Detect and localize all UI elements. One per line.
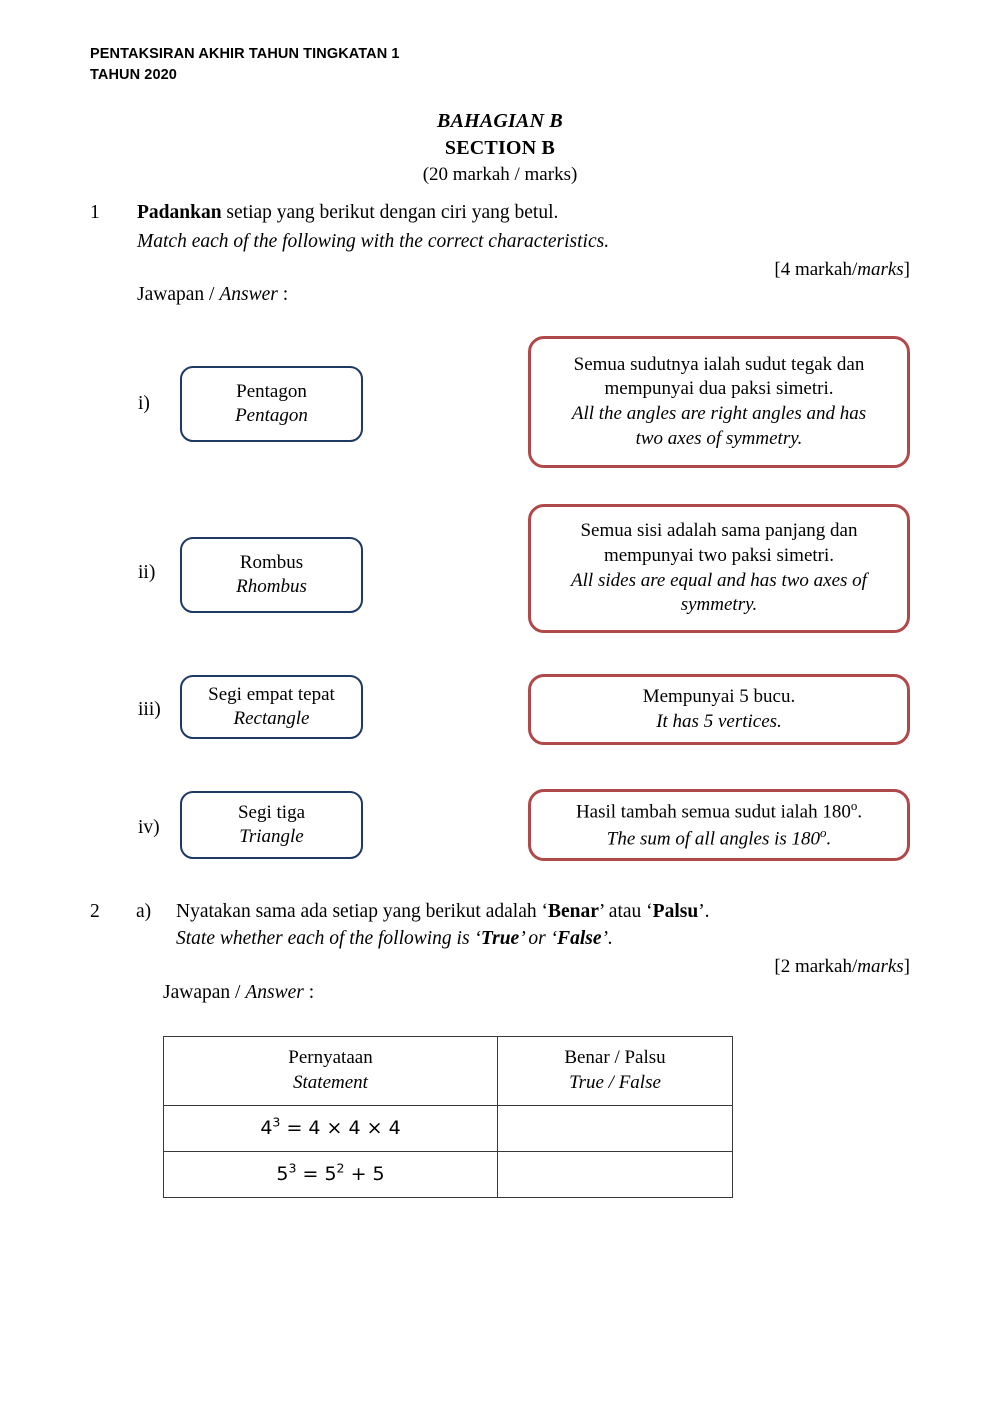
question-1-answer-label-colon: : xyxy=(277,284,289,305)
characteristic-bm-line-2: mempunyai two paksi simetri. xyxy=(603,544,835,566)
characteristic-en-line-2: two axes of symmetry. xyxy=(635,427,803,449)
shape-label-bm: Segi empat tepat xyxy=(208,683,335,705)
characteristic-en-line-2: symmetry. xyxy=(680,594,758,616)
q2-instr-en-a: State whether each of the following is ‘ xyxy=(176,928,481,949)
question-2-marks xyxy=(774,956,910,978)
table-header-statement xyxy=(164,1037,498,1106)
question-2-answer-label-bm: Jawapan / xyxy=(163,982,246,1003)
degree-symbol-en: o xyxy=(820,825,827,840)
header-line-2: TAHUN 2020 xyxy=(90,66,177,83)
characteristic-box-right-angles[interactable] xyxy=(528,336,910,468)
question-2-instruction-en xyxy=(176,928,613,950)
table-header-statement-bm: Pernyataan xyxy=(288,1047,373,1069)
section-title-en: SECTION B xyxy=(444,137,556,159)
question-1-instruction-en: Match each of the following with the correct characteristics. xyxy=(137,231,610,252)
question-1-marks-prefix: [4 markah/ xyxy=(774,259,858,280)
degree-symbol-bm: o xyxy=(850,797,858,813)
q2-keyword-benar: Benar xyxy=(547,901,599,922)
question-2-answer-label-en: Answer xyxy=(245,982,304,1003)
question-1-number: 1 xyxy=(90,202,100,223)
math-exponent-1: 3 xyxy=(272,1114,281,1130)
question-2-marks-italic: marks xyxy=(857,956,904,977)
characteristic-bm-text: Hasil tambah semua sudut ialah 180 xyxy=(575,801,851,823)
shape-box-pentagon[interactable] xyxy=(180,366,363,442)
characteristic-en-period: . xyxy=(826,828,832,850)
table-cell-statement-1 xyxy=(164,1106,498,1152)
table-header-row xyxy=(164,1037,733,1106)
q2-instr-e: ’. xyxy=(698,901,710,922)
shape-label-en: Rectangle xyxy=(233,708,310,729)
q2-keyword-palsu: Palsu xyxy=(652,901,699,922)
shape-label-en: Rhombus xyxy=(236,576,307,597)
math-base-1: 4 xyxy=(260,1117,273,1140)
q2-instr-en-c: ’ or ‘ xyxy=(519,928,558,949)
question-2-marks-suffix: ] xyxy=(903,956,910,977)
section-title-bm: BAHAGIAN B xyxy=(437,110,563,132)
characteristic-en-text: The sum of all angles is 180 xyxy=(606,828,821,850)
shape-box-rhombus[interactable] xyxy=(180,537,363,613)
characteristic-bm-period: . xyxy=(857,801,863,823)
matching-numeral: iv) xyxy=(138,817,160,838)
table-cell-answer-1[interactable] xyxy=(498,1106,733,1152)
characteristic-bm-line-1: Mempunyai 5 bucu. xyxy=(642,685,796,707)
shape-label-bm: Pentagon xyxy=(236,380,307,402)
math-expression-1 xyxy=(260,1114,401,1140)
math-expression-2 xyxy=(276,1160,385,1186)
question-2-instruction-bm xyxy=(176,901,710,923)
question-2-marks-prefix: [2 markah/ xyxy=(774,956,858,977)
characteristic-en-line-1 xyxy=(607,825,831,852)
table-header-answer-en: True / False xyxy=(569,1072,661,1093)
table-row xyxy=(164,1152,733,1198)
matching-numeral: i) xyxy=(138,393,150,414)
table-header-statement-en: Statement xyxy=(293,1072,368,1093)
question-2-answer-label-colon: : xyxy=(303,982,315,1003)
question-1-keyword: Padankan xyxy=(137,202,222,223)
characteristic-box-equal-sides[interactable] xyxy=(528,504,910,633)
characteristic-box-five-vertices[interactable] xyxy=(528,674,910,745)
question-1-marks-italic: marks xyxy=(857,259,904,280)
math-rest-2a: = 5 xyxy=(296,1163,337,1186)
question-1-answer-label-en: Answer xyxy=(219,284,278,305)
characteristic-en-line-1: All sides are equal and has two axes of xyxy=(571,569,867,591)
q2-instr-en-e: ’. xyxy=(601,928,613,949)
shape-box-triangle[interactable] xyxy=(180,791,363,859)
q2-instr-a: Nyatakan sama ada setiap yang berikut adalah ‘ xyxy=(176,901,548,922)
question-2-answer-label xyxy=(163,982,314,1004)
characteristic-box-angle-sum[interactable] xyxy=(528,789,910,861)
math-rest-2b: + 5 xyxy=(344,1163,385,1186)
shape-box-rectangle[interactable] xyxy=(180,675,363,739)
matching-numeral: ii) xyxy=(138,562,156,583)
shape-label-en: Pentagon xyxy=(235,405,308,426)
table-cell-statement-2 xyxy=(164,1152,498,1198)
math-exponent-2a: 3 xyxy=(288,1160,297,1176)
q2-keyword-false: False xyxy=(557,928,602,949)
header-line-1: PENTAKSIRAN AKHIR TAHUN TINGKATAN 1 xyxy=(90,46,400,62)
q2-instr-c: ’ atau ‘ xyxy=(598,901,653,922)
characteristic-bm-line-1 xyxy=(576,798,862,825)
characteristic-en-line-1: It has 5 vertices. xyxy=(656,710,782,732)
question-1-answer-label-bm: Jawapan / xyxy=(137,284,220,305)
question-2-part-label: a) xyxy=(136,901,152,922)
true-false-table xyxy=(163,1036,733,1198)
shape-label-bm: Rombus xyxy=(239,551,304,573)
math-base-2: 5 xyxy=(276,1163,289,1186)
table-row xyxy=(164,1106,733,1152)
shape-label-en: Triangle xyxy=(239,826,304,847)
characteristic-bm-line-1: Semua sudutnya ialah sudut tegak dan xyxy=(573,353,865,375)
section-marks: (20 markah / marks) xyxy=(422,164,578,185)
characteristic-bm-line-1: Semua sisi adalah sama panjang dan xyxy=(580,520,858,542)
q2-keyword-true: True xyxy=(480,928,520,949)
math-exponent-2b: 2 xyxy=(336,1160,345,1176)
characteristic-en-line-1: All the angles are right angles and has xyxy=(571,403,867,424)
matching-numeral: iii) xyxy=(138,699,161,720)
question-2-number: 2 xyxy=(90,901,100,922)
question-1-instruction-rest: setiap yang berikut dengan ciri yang betul. xyxy=(221,202,559,223)
shape-label-bm: Segi tiga xyxy=(237,801,306,823)
math-rest-1: = 4 × 4 × 4 xyxy=(280,1117,401,1140)
characteristic-bm-line-2: mempunyai dua paksi simetri. xyxy=(604,378,834,400)
table-header-answer-bm: Benar / Palsu xyxy=(564,1047,666,1069)
question-1-marks-suffix: ] xyxy=(903,259,910,280)
table-cell-answer-2[interactable] xyxy=(498,1152,733,1198)
table-header-answer xyxy=(498,1037,733,1106)
